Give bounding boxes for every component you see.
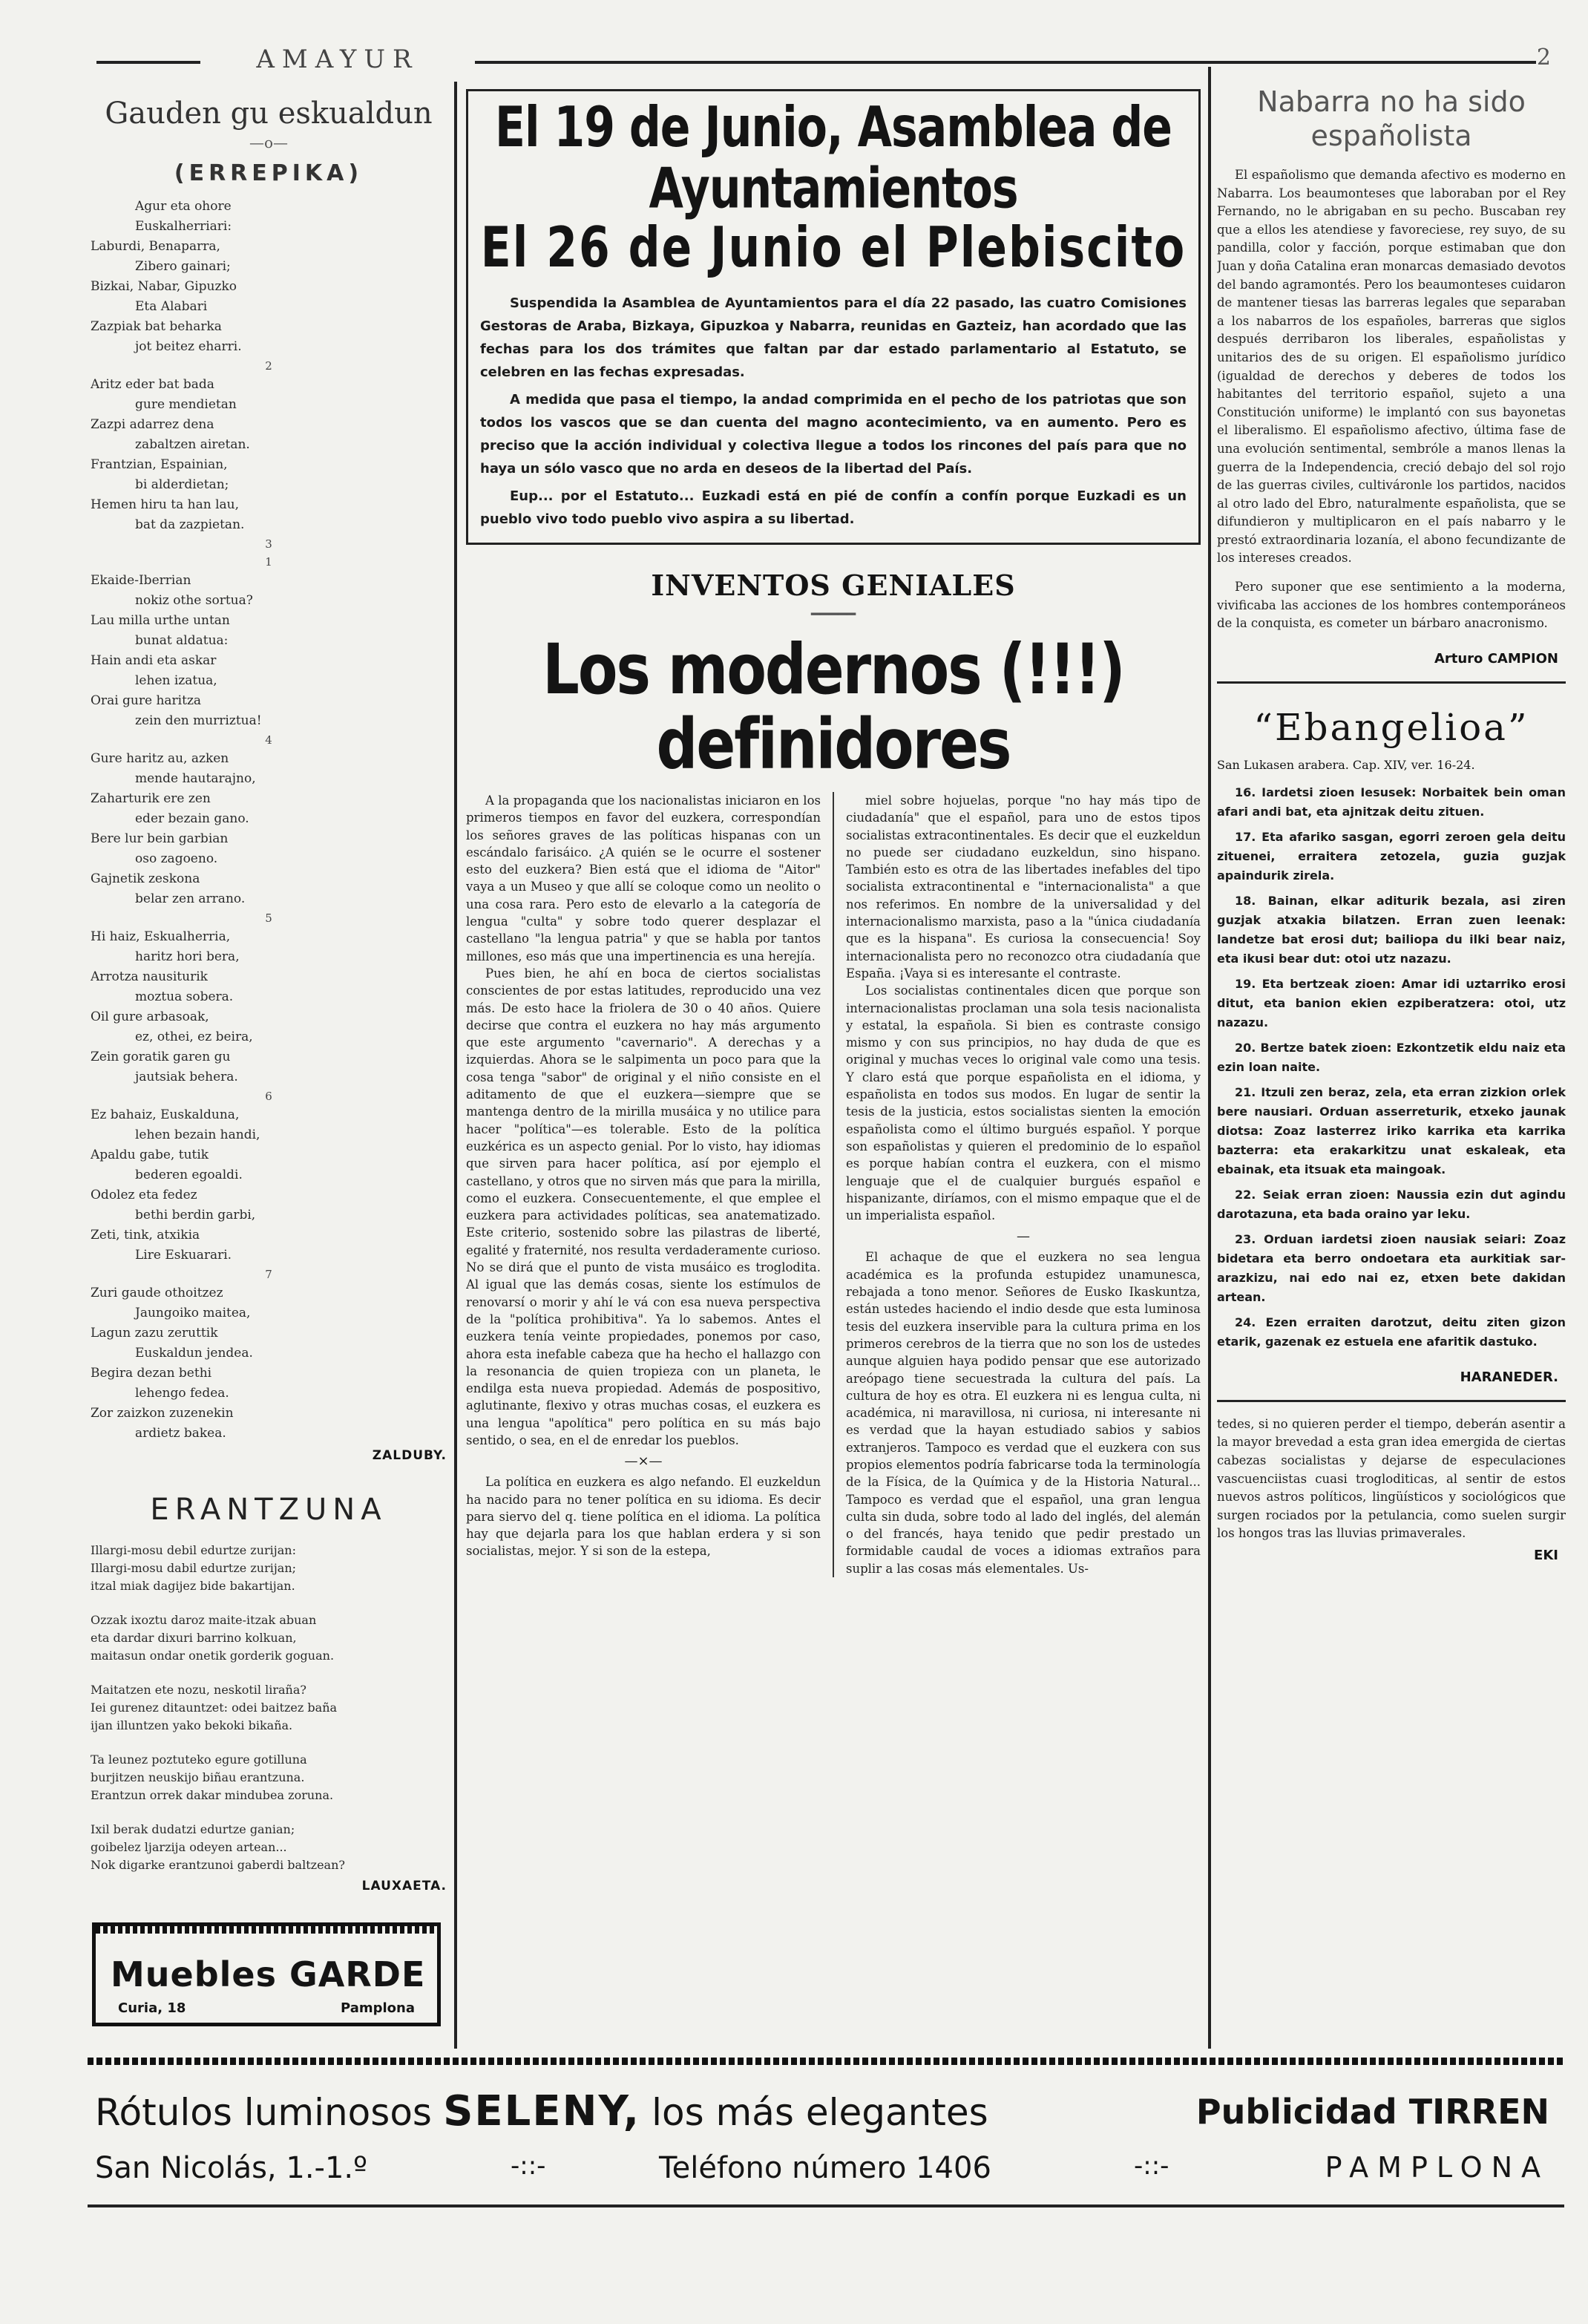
- ebangelioa-author: HARANEDER.: [1460, 1369, 1558, 1385]
- poem-line: Lagun zazu zeruttik: [91, 1326, 218, 1341]
- ad-separator-1: -::-: [511, 2151, 546, 2181]
- section-ornament: ━━━━━: [810, 605, 856, 623]
- poem-line: Zaharturik ere zen: [91, 791, 211, 806]
- verse: 23. Orduan iardetsi zioen nausiak seiari: Zoaz bidetara eta berro ondoetara eta aurkitiak sar-arazkizu, nai edo nai ez, etxen bete dakidan artean.: [1217, 1231, 1566, 1304]
- paper-name: AMAYUR: [256, 45, 419, 74]
- article-paragraph: El achaque de que el euzkera no sea lengua académica es la profunda estupidez unamunesca, rebajada a tono menor. Señores de Eusko Ikaskuntza, están ustedes haciendo el indio desde que esta luminosa tesis del euzkera inservible para la cultura prima en los primeros cerebros de la tierra que no son los de ustedes aunque alguien haya podido pensar que ese autorizado areópago tiene secuestrada la cultura del país. La cultura de hoy es otra. El euzkera ni es lengua culta, ni académica, ni maravillosa, ni curiosa, ni interesante ni es verdad que la hayan estudiado sabios y sabios extranjeros. Tampoco es verdad que el euzkera con sus propios elementos podría fabricarse toda la terminología de la Física, de la Química y de la Historia Natural... Tampoco es verdad que el español, una gran lengua culta sin duda, sobre todo al lado del inglés, del alemán o del francés, haya tenido que pedir prestado un formidable caudal de voces a idiomas extraños para suplir a las cosas más elementales. Us-: [846, 1250, 1201, 1576]
- right-article-author: Arturo CAMPION: [1434, 650, 1558, 667]
- verse: 22. Seiak erran zioen: Naussia ezin dut agindu darotazuna, eta bada oraino yar leku.: [1217, 1187, 1566, 1221]
- masthead-rule-right: [475, 61, 1536, 64]
- answer-line: Illargi-mosu debil edurtze zurijan:: [91, 1543, 296, 1557]
- poem-line: Ekaide-Iberrian: [91, 573, 191, 588]
- poem-body: [91, 197, 447, 1444]
- ad-garde-address: Curia, 18: [118, 2000, 186, 2016]
- poem-line: jautsiak behera.: [135, 1070, 238, 1084]
- poem-line: Aritz eder bat bada: [91, 377, 214, 392]
- answer-line: burjitzen neuskijo biñau erantzuna.: [91, 1770, 305, 1784]
- poem-line: Hain andi eta askar: [91, 653, 217, 668]
- poem-line: Zazpi adarrez dena: [91, 417, 214, 432]
- poem-line: lehen izatua,: [135, 673, 217, 688]
- poem-line: moztua sobera.: [135, 989, 234, 1004]
- answer-title: ERANTZUNA: [150, 1493, 387, 1527]
- article-separator: —×—: [624, 1453, 663, 1470]
- stanza-number: 3: [265, 537, 272, 551]
- stanza-gap: [91, 1735, 447, 1751]
- ad-address: San Nicolás, 1.-1.º: [95, 2151, 367, 2185]
- poem-subtitle: (ERREPIKA): [174, 160, 364, 186]
- answer-line: eta dardar dixuri barrino kolkuan,: [91, 1631, 297, 1645]
- poem-line: Hemen hiru ta han lau,: [91, 497, 240, 512]
- front-banner: [466, 89, 1201, 545]
- answer-line: ijan illuntzen yako bekoki bikaña.: [91, 1718, 293, 1732]
- poem-line: nokiz othe sortua?: [135, 593, 253, 608]
- bottom-ad-bottomline: [88, 2204, 1564, 2207]
- poem-ornament: —o—: [249, 134, 289, 151]
- poem-line: Euskaldun jendea.: [135, 1346, 253, 1361]
- poem-line: bat da zazpietan.: [135, 517, 245, 532]
- right-article-title: Nabarra no ha sido españolista: [1257, 85, 1526, 152]
- answer-line: goibelez ljarzija odeyen artean...: [91, 1840, 287, 1854]
- poem-line: eder bezain gano.: [135, 811, 249, 826]
- poem-line: Euskalherriari:: [135, 219, 232, 234]
- lead-body: [480, 292, 1187, 531]
- lead-paragraph: Eup... por el Estatuto... Euzkadi está en pié de confín a confín porque Euzkadi es un pueblo vivo todo pueblo vivo aspira a su libertad.: [480, 488, 1187, 527]
- poem-line: bethi berdin garbi,: [135, 1208, 256, 1222]
- article-column-1: [466, 792, 821, 1577]
- continued-author: EKI: [1534, 1548, 1558, 1563]
- answer-line: Ta leunez poztuteko egure gotilluna: [91, 1752, 307, 1767]
- right-paragraph: Pero suponer que ese sentimiento a la moderna, vivificaba las acciones de los hombres contemporáneos de la conquista, es cometer un bárbaro anacronismo.: [1217, 580, 1566, 631]
- stanza-gap: [91, 1804, 447, 1821]
- poem-line: Zein goratik garen gu: [91, 1050, 231, 1064]
- article-paragraph: La política en euzkera es algo nefando. El euzkeldun ha nacido para no tener política en su idioma. Es decir para siervo del q. tiene política en el idioma. La política hay que dejarla para los que hablan erdera y si son socialistas, mejor. Y si son de la estepa,: [466, 1475, 821, 1559]
- article-paragraph: Los socialistas continentales dicen que porque son internacionalistas proclaman una sola tesis nacionalista y estatal, la española. Si bien es contraste consigo mismo y con sus principios, no hay duda de que es original y muchas veces lo original vale como una tesis. Y claro está que porque españolista en el idioma, y españolista en todos sus modos. En lugar de sentir la tesis de la justicia, estos socialistas sienten la emoción españolista como el último burgués español. Y porque son españolistas y quieren el predominio de lo español es porque habían contra el euzkera, con el mismo lenguaje que el de cualquier burgués español e hispanizante, diríamos, con el mismo empaque que el de un imperialista español.: [846, 983, 1201, 1223]
- poem-author: ZALDUBY.: [372, 1448, 447, 1463]
- right-rule-2: [1217, 1400, 1566, 1402]
- bottom-ad-topline: [88, 2058, 1564, 2065]
- ad-garde-name: Muebles GARDE: [111, 1954, 426, 1994]
- answer-line: Ozzak ixoztu daroz maite-itzak abuan: [91, 1613, 317, 1627]
- answer-line: Erantzun orrek dakar mindubea zoruna.: [91, 1788, 334, 1802]
- verse: 16. Iardetsi zioen Iesusek: Norbaitek bein oman afari andi bat, eta ajnitzak deitu zituen.: [1217, 785, 1566, 819]
- right-column: [1217, 74, 1566, 2034]
- poem-line: bederen egoaldi.: [135, 1168, 243, 1182]
- right-rule-1: [1217, 681, 1566, 684]
- poem-line: Zeti, tink, atxikia: [91, 1228, 200, 1243]
- answer-line: Iei gurenez ditauntzet: odei baitzez baña: [91, 1701, 338, 1715]
- poem-line: ardietz bakea.: [135, 1426, 226, 1441]
- article-column-divider: [833, 792, 834, 1577]
- center-column: [466, 89, 1201, 2049]
- ad-elegantes: los más elegantes: [652, 2091, 988, 2134]
- poem-line: Odolez eta fedez: [91, 1188, 197, 1202]
- poem-line: Gure haritz au, azken: [91, 751, 229, 766]
- poem-line: Laburdi, Benaparra,: [91, 239, 220, 254]
- stanza-number: 2: [265, 359, 272, 373]
- stanza-number: 5: [265, 911, 272, 925]
- masthead-rule-left: [96, 61, 200, 64]
- right-paragraph: El españolismo que demanda afectivo es moderno en Nabarra. Los beaumonteses que laboraban por el Rey Fernando, no le abrigaban en su pecho. Buscaban rey que a ellos les atendiese y favoreciese, rey suyo, de su pandilla, color y facción, porque estimaban que don Juan y doña Catalina eran monarcas demasiado devotos del bando agramontés. Pero los beaumonteses cuidaron de mantener tiesas las barreras legales que separaban a los nabarros de los españoles, barreras que siglos después derribaron los liberales, españolistas y unitarios des de su origen. El españolismo jurídico (igualdad de derechos y deberes de todos los habitantes del territorio español, sujeto a una Constitución uniforme) le implantó con sus bayonetas el liberalismo. El españolismo afectivo, última fase de una evolución sentimental, sembróle a manos llenas la guerra de la Independencia, creció debajo del sol rojo de las guerras civiles, cultiváronle los partidos, nacidos al otro lado del Ebro, naturalmente españolista, que se difundieron y multiplicaron en el país nabarro y le prestó extraordinaria lozanía, el abono fecundizante de los intereses creados.: [1217, 168, 1566, 566]
- poem-line: haritz hori bera,: [135, 949, 240, 964]
- poem-line: Lau milla urthe untan: [91, 613, 230, 628]
- lead-paragraph: A medida que pasa el tiempo, la andad comprimida en el pecho de los patriotas que son todos los vascos que se dan cuenta del magno acontecimiento, va en aumento. Pero es preciso que la acción individual y colectiva llegue a todos los rincones del país para que no haya un sólo vasco que no arda en deseos de la libertad del País.: [480, 392, 1187, 477]
- poem-title: Gauden gu eskualdun: [105, 96, 433, 131]
- bottom-advertisement: [88, 2058, 1564, 2213]
- article-columns: [466, 792, 1201, 1577]
- poem-line: Bere lur bein garbian: [91, 831, 229, 846]
- ebangelioa-verses: [1217, 783, 1566, 1352]
- banner-headline-1: El 19 de Junio, Asamblea de Ayuntamientos: [495, 95, 1172, 221]
- poem-line: oso zagoeno.: [135, 851, 218, 866]
- bottom-ad-row-1: [95, 2087, 1564, 2135]
- answer-line: Ixil berak dudatzi edurtze ganian;: [91, 1822, 295, 1836]
- answer-line: Nok digarke erantzunoi gaberdi baltzean?: [91, 1858, 345, 1872]
- ad-rotulos: Rótulos luminosos: [95, 2091, 432, 2134]
- column-rule-2: [1208, 67, 1211, 2049]
- ad-garde-stripe-top: [96, 1926, 437, 1934]
- poem-line: Zor zaizkon zuzenekin: [91, 1406, 234, 1421]
- ad-separator-2: -::-: [1134, 2151, 1169, 2181]
- left-column: [91, 89, 447, 1915]
- poem-line: bi alderdietan;: [135, 477, 229, 492]
- ad-tirren: Publicidad TIRREN: [1195, 2092, 1549, 2132]
- poem-line: zabaltzen airetan.: [135, 437, 250, 452]
- stanza-gap: [91, 1665, 447, 1681]
- poem-line: Hi haiz, Eskualherria,: [91, 929, 231, 944]
- poem-line: Oil gure arbasoak,: [91, 1009, 209, 1024]
- article-paragraph: Pues bien, he ahí en boca de ciertos socialistas conscientes de por estas latitudes, reproducido una vez más. De esto hace la friolera de 30 o 40 años. Quiere decirse que contra el euzkera no hay más argumento que este argumento "cavernario". A derechas y a izquierdas. Ahora se le salpimenta un poco para que la cosa tenga "sabor" de original y el niño consiste en el aditamento de que el euzkera—siempre que se mantenga dentro de la mirilla musáica y no utilice para hacer "política"—es tolerable. Esto de la política euzkérica es un aspecto genial. Por lo visto, hay idiomas que sirven para hacer política, así por ejemplo el castellano, y otros que no sirven más que para la mirilla, como el euzkera. Consecuentemente, el que emplee el euzkera para actividades políticas, sea anatematizado. Este criterio, sostenido sobre las pilastras de liberté, egalité y fraternité, nos resulta verdaderamente curioso. No se dirá que el punto de vista musáico es troglodita. Al igual que las demás cosas, siente los estímulos de renovarsí o morir y ahí le vá con esa nueva perspectiva de la "política prohibitiva". Ya lo sabemos. Antes el euzkera tenía veinte propiedades, ponemos por caso, ahora esta inefable cabeza que ha hecho el hallazgo con la resonancia de quien tropieza con un planeta, le endilga esta nueva propiedad. Además de pospositivo, aglutinante, flexivo y otras muchas cosas, el euzkera es una lengua "apolítica" pero política en su más bajo sentido, o sea, en el de enredar los pueblos.: [466, 966, 821, 1447]
- verse: 20. Bertze batek zioen: Ezkontzetik eldu naiz eta ezin loan naite.: [1217, 1040, 1566, 1074]
- bottom-ad-row-2: [95, 2151, 1549, 2193]
- poem-line: belar zen arrano.: [135, 891, 246, 906]
- answer-line: itzal miak dagijez bide bakartijan.: [91, 1579, 295, 1593]
- article-column-2: [846, 792, 1201, 1577]
- poem-line: Orai gure haritza: [91, 693, 202, 708]
- poem-line: lehengo fedea.: [135, 1386, 229, 1401]
- poem-line: Apaldu gabe, tutik: [91, 1148, 209, 1162]
- answer-body: [91, 1542, 447, 1874]
- stanza-number: 4: [265, 733, 272, 747]
- ebangelioa-title: “Ebangelioa”: [1253, 705, 1529, 749]
- column-rule-1: [454, 82, 457, 2049]
- answer-line: Illargi-mosu dabil edurtze zurijan;: [91, 1561, 297, 1575]
- lead-paragraph: Suspendida la Asamblea de Ayuntamientos para el día 22 pasado, las cuatro Comisiones Gestoras de Araba, Bizkaya, Gipuzkoa y Nabarra, reunidas en Gazteiz, han acordado que las fechas para los dos trámites que faltan par dar estado parlamentario al Estatuto, se celebren en las fechas expresadas.: [480, 295, 1187, 380]
- verse: 24. Ezen erraiten darotzut, deitu ziten gizon etarik, gazenak ez estuela ene afaritik dastuko.: [1217, 1315, 1566, 1349]
- verse: 21. Itzuli zen beraz, zela, eta erran zizkion orlek bere nausiari. Orduan asserreturik, etxeko jaunak diotsa: Zoaz lasterrez iriko karrika eta karrika bazterra: eta erakarkitzu unat eskaleak, eta ebainak, eta itsuak eta maingoak.: [1217, 1084, 1566, 1176]
- section-title: INVENTOS GENIALES: [651, 569, 1016, 602]
- ad-phone: Teléfono número 1406: [659, 2151, 991, 2185]
- answer-line: Maitatzen ete nozu, neskotil liraña?: [91, 1683, 306, 1697]
- poem-line: Zuri gaude othoitzez: [91, 1286, 223, 1300]
- right-article-body: [1217, 166, 1566, 633]
- stanza-number: 7: [265, 1268, 272, 1281]
- article-paragraph: miel sobre hojuelas, porque "no hay más tipo de ciudadanía" que el español, para uno de estos tipos socialistas extracontinentales. Es decir que el euzkeldun no puede ser ciudadano euzkeldun, sino hispano. También esto es otra de las libertades inefables del tipo socialista extracontinental e "internacionalista" a que nos referimos. En nombre de la universalidad y del internacionalismo marxista, paso a la "única ciudadanía que es la hispana". Es curiosa la consecuencia! Soy internacionalista pero no reconozco otra ciudadanía que España. ¡Vaya si es interesante el contraste.: [846, 793, 1201, 981]
- article-paragraph: A la propaganda que los nacionalistas iniciaron en los primeros tiempos en favor del euzkera, correspondían los señores graves de las políticas hispanas con un escándalo farisáico. ¿A quién se le ocurre el sostener esto del euzkera? Bien está que el idioma de "Aitor" vaya a un Museo y que allí se coloque como un neolito o una cosa rara. Pero esto de elevarlo a la categoría de lengua "culta" y sobre todo querer desplazar el castellano "la lengua patria" y que se habla por tantos millones, eso más que una impertinencia es una herejía.: [466, 793, 821, 963]
- stanza-number: 1: [265, 555, 272, 569]
- poem-line: Zibero gainari;: [135, 259, 231, 274]
- verse: 17. Eta afariko sasgan, egorri zeroen gela deitu zituenei, erraitera zetozela, guzia guzjak apaindurik zirela.: [1217, 829, 1566, 883]
- poem-line: bunat aldatua:: [135, 633, 229, 648]
- continued-text: tedes, si no quieren perder el tiempo, deberán asentir a la mayor brevedad a esta gran idea emergida de ciertas cabezas socialistas y dejarse de especulaciones vascuenciistas cuasi trogloditicas, al sentir de estos nuevos astros políticos, lingüísticos y sociológicos que surgen rociados por la petulancia, como suelen surgir los hongos tras las lluvias primaverales.: [1217, 1416, 1566, 1541]
- poem-line: Begira dezan bethi: [91, 1366, 212, 1381]
- article-separator: —: [1017, 1228, 1030, 1245]
- poem-line: Frantzian, Espainian,: [91, 457, 228, 472]
- ad-city: PAMPLONA: [1325, 2151, 1549, 2184]
- poem-line: Gajnetik zeskona: [91, 871, 200, 886]
- poem-line: Arrotza nausiturik: [91, 969, 208, 984]
- answer-line: maitasun ondar onetik gorderik goguan.: [91, 1649, 335, 1663]
- poem-line: gure mendietan: [135, 397, 237, 412]
- poem-line: Eta Alabari: [135, 299, 208, 314]
- stanza-number: 6: [265, 1090, 272, 1103]
- poem-line: jot beitez eharri.: [135, 339, 242, 354]
- poem-line: Agur eta ohore: [135, 199, 232, 214]
- poem-line: Zazpiak bat beharka: [91, 319, 222, 334]
- ad-garde-city: Pamplona: [341, 2000, 415, 2016]
- answer-author: LAUXAETA.: [361, 1879, 447, 1893]
- poem-line: ez, othei, ez beira,: [135, 1030, 253, 1044]
- poem-line: Lire Eskuarari.: [135, 1248, 232, 1263]
- poem-line: Ez bahaiz, Euskalduna,: [91, 1107, 240, 1122]
- poem-line: mende hautarajno,: [135, 771, 256, 786]
- masthead: [96, 45, 1566, 74]
- ad-garde: [92, 1922, 441, 2026]
- page-number: 2: [1536, 45, 1551, 71]
- verse: 18. Bainan, elkar aditurik bezala, asi ziren guzjak atxakia bilatzen. Erran zuen leenak: landetze bat erosi dut; bailiopa du ilki bear naiz, eta ikusi bear dut: otoi utz nazazu.: [1217, 893, 1566, 966]
- article-title: Los modernos (!!!) definidores: [542, 629, 1124, 785]
- banner-headline-2: El 26 de Junio el Plebiscito: [480, 215, 1187, 281]
- stanza-gap: [91, 1595, 447, 1611]
- verse: 19. Eta bertzeak zioen: Amar idi uztarriko erosi ditut, eta banion ekien ezpiberatzera: otoi, utz nazazu.: [1217, 976, 1566, 1030]
- poem-line: zein den murriztua!: [135, 713, 262, 728]
- ebangelioa-subtitle: San Lukasen arabera. Cap. XIV, ver. 16-24.: [1217, 757, 1475, 772]
- poem-line: lehen bezain handi,: [135, 1127, 260, 1142]
- ad-seleny: SELENY,: [443, 2087, 641, 2135]
- poem-line: Bizkai, Nabar, Gipuzko: [91, 279, 237, 294]
- poem-line: Jaungoiko maitea,: [135, 1306, 251, 1320]
